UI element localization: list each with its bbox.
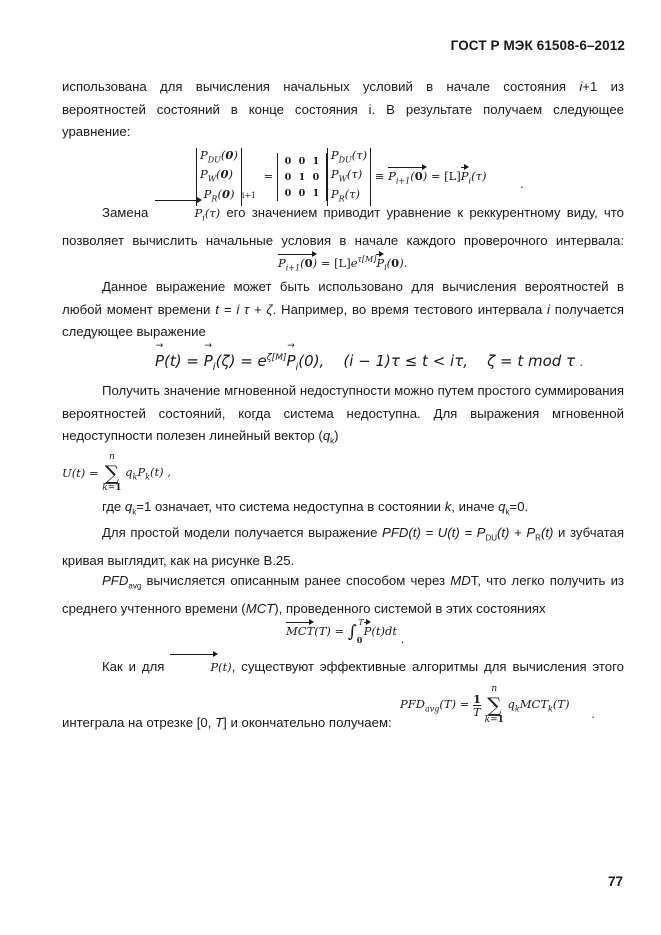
paragraph-3: Данное выражение может быть использовано для вычисления вероятностей в любой момент времени t = i τ + ζ. Например, во время тестового интервала i получается следующее выражение bbox=[62, 279, 625, 339]
equation-1: $P_{DU}(0)$ $P_W(0)$ $P_R(0)$ $_{i+1}$ = 0 0 1 0 1 0 0 0 1 $P_{DU}(\tau)$ $P_W(\tau)$ $P_R(\tau)$ ≡ $P_{i+1}(0) = [L]P_i(\tau)$ . bbox=[196, 148, 494, 206]
paragraph-7: $PFD_{avg}$ вычисляется описанным ранее способом через MDT, что легко получить из среднего учтенного времени (MCT), проведенного системой в этих состояниях bbox=[62, 573, 624, 617]
document-header: ГОСТ Р МЭК 61508-6–2012 bbox=[450, 38, 625, 53]
paragraph-8b: интеграла на отрезке [0, T] и окончательно получаем: bbox=[62, 715, 392, 730]
equation-5: $MCT(T) = \int_0^TP(t)dt$ . bbox=[286, 618, 405, 646]
equation-4: U(t) = n ∑ k=1 $q_kP_k(t)$ , bbox=[62, 452, 171, 493]
paragraph-6: Для простой модели получается выражение $PFD(t) = U(t) = P_{DU}(t) + P_R(t)$ и зубчатая кривая выглядит, как на рисунке B.25. bbox=[62, 525, 624, 569]
paragraph-5: где $q_k=1$ означает, что система недоступна в состоянии k, иначе $q_k=0$. bbox=[102, 499, 529, 517]
equation-6: $PFD_{avg}(T)$ = $\frac{1}{T}$ n ∑ k=1 $q_kMCT_k(T)$ . bbox=[400, 684, 595, 725]
paragraph-4: Получить значение мгновенной недоступности можно путем простого суммирования вероятностей состояний, когда система недоступна. Для выражения мгновенной недоступности полезен линейный вектор $(q_k)$ bbox=[62, 383, 624, 446]
paragraph-1: использована для вычисления начальных условий в начале состояния i+1 из вероятностей состояний в конце состояния i. В результате получаем следующее уравнение: bbox=[62, 79, 624, 139]
page-number: 77 bbox=[607, 874, 623, 889]
equation-3: → P(t) = → $P_i(\zeta) = e^{\zeta[M]}\to P_i(0)$, (i − 1)τ ≤ t < iτ, ζ = t mod τ . bbox=[155, 352, 583, 373]
paragraph-8a: Как и для P(t), существуют эффективные алгоритмы для вычисления этого bbox=[62, 656, 624, 679]
equation-2: $P_{i+1}(0) = [L]e^{\tau[M]}P_i(0)$. bbox=[278, 255, 408, 273]
paragraph-2: Замена $P_i(\tau)$ его значением приводит уравнение к реккурентному виду, что позволяет вычислить начальные условия в начале каждого проверочного интервала: bbox=[62, 202, 624, 252]
